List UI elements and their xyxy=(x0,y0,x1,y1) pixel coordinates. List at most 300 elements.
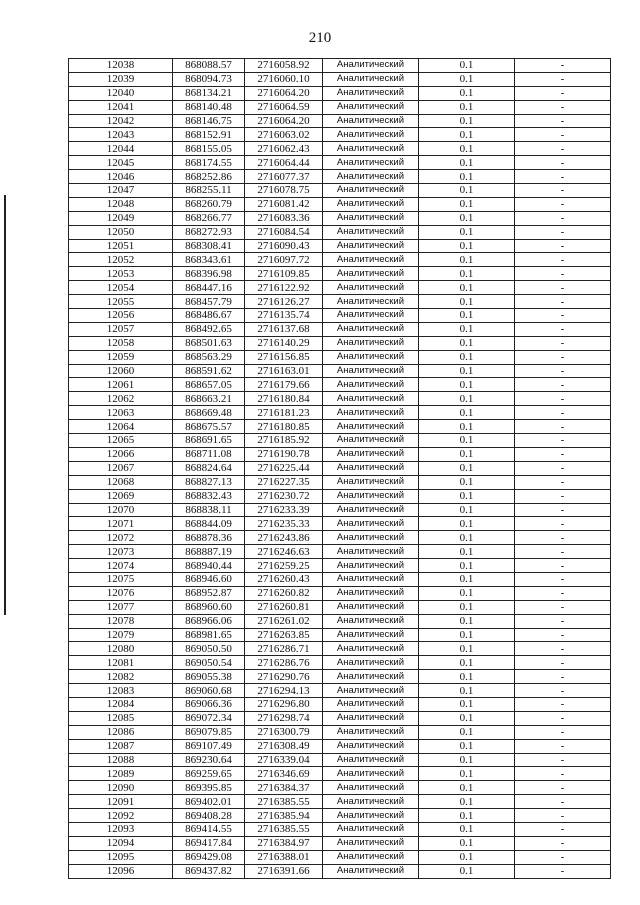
y-coordinate-cell: 2716235.33 xyxy=(245,517,323,531)
y-coordinate-cell: 2716385.94 xyxy=(245,809,323,823)
table-row xyxy=(69,142,611,156)
x-coordinate-cell: 868272.93 xyxy=(173,225,245,239)
y-coordinate-cell: 2716180.85 xyxy=(245,420,323,434)
x-coordinate-cell: 868255.11 xyxy=(173,184,245,198)
method-cell: Аналитический xyxy=(323,100,419,114)
x-coordinate-cell: 868981.65 xyxy=(173,628,245,642)
method-cell: Аналитический xyxy=(323,781,419,795)
table-row xyxy=(69,767,611,781)
accuracy-cell: 0.1 xyxy=(419,503,515,517)
y-coordinate-cell: 2716078.75 xyxy=(245,184,323,198)
point-number-cell: 12054 xyxy=(69,281,173,295)
x-coordinate-cell: 869072.34 xyxy=(173,711,245,725)
accuracy-cell: 0.1 xyxy=(419,447,515,461)
y-coordinate-cell: 2716156.85 xyxy=(245,350,323,364)
point-number-cell: 12069 xyxy=(69,489,173,503)
x-coordinate-cell: 868669.48 xyxy=(173,406,245,420)
x-coordinate-cell: 868844.09 xyxy=(173,517,245,531)
accuracy-cell: 0.1 xyxy=(419,614,515,628)
x-coordinate-cell: 868563.29 xyxy=(173,350,245,364)
coordinates-table-body xyxy=(69,59,611,879)
table-row xyxy=(69,836,611,850)
point-number-cell: 12070 xyxy=(69,503,173,517)
y-coordinate-cell: 2716246.63 xyxy=(245,545,323,559)
table-row xyxy=(69,86,611,100)
y-coordinate-cell: 2716097.72 xyxy=(245,253,323,267)
y-coordinate-cell: 2716190.78 xyxy=(245,447,323,461)
accuracy-cell: 0.1 xyxy=(419,600,515,614)
table-row xyxy=(69,864,611,878)
accuracy-cell: 0.1 xyxy=(419,86,515,100)
table-row xyxy=(69,281,611,295)
point-number-cell: 12082 xyxy=(69,670,173,684)
y-coordinate-cell: 2716384.97 xyxy=(245,836,323,850)
margin-binding-line xyxy=(4,195,6,615)
note-cell: - xyxy=(515,600,611,614)
method-cell: Аналитический xyxy=(323,753,419,767)
y-coordinate-cell: 2716084.54 xyxy=(245,225,323,239)
method-cell: Аналитический xyxy=(323,864,419,878)
method-cell: Аналитический xyxy=(323,503,419,517)
table-row xyxy=(69,628,611,642)
accuracy-cell: 0.1 xyxy=(419,711,515,725)
note-cell: - xyxy=(515,336,611,350)
accuracy-cell: 0.1 xyxy=(419,545,515,559)
coordinates-table xyxy=(68,58,611,879)
method-cell: Аналитический xyxy=(323,628,419,642)
note-cell: - xyxy=(515,420,611,434)
note-cell: - xyxy=(515,697,611,711)
x-coordinate-cell: 868492.65 xyxy=(173,322,245,336)
method-cell: Аналитический xyxy=(323,559,419,573)
table-row xyxy=(69,586,611,600)
x-coordinate-cell: 868447.16 xyxy=(173,281,245,295)
note-cell: - xyxy=(515,295,611,309)
method-cell: Аналитический xyxy=(323,447,419,461)
x-coordinate-cell: 868838.11 xyxy=(173,503,245,517)
point-number-cell: 12061 xyxy=(69,378,173,392)
x-coordinate-cell: 868140.48 xyxy=(173,100,245,114)
note-cell: - xyxy=(515,184,611,198)
accuracy-cell: 0.1 xyxy=(419,225,515,239)
accuracy-cell: 0.1 xyxy=(419,211,515,225)
accuracy-cell: 0.1 xyxy=(419,406,515,420)
table-row xyxy=(69,684,611,698)
accuracy-cell: 0.1 xyxy=(419,100,515,114)
table-row xyxy=(69,211,611,225)
method-cell: Аналитический xyxy=(323,156,419,170)
point-number-cell: 12078 xyxy=(69,614,173,628)
point-number-cell: 12057 xyxy=(69,322,173,336)
note-cell: - xyxy=(515,656,611,670)
point-number-cell: 12040 xyxy=(69,86,173,100)
y-coordinate-cell: 2716163.01 xyxy=(245,364,323,378)
point-number-cell: 12049 xyxy=(69,211,173,225)
accuracy-cell: 0.1 xyxy=(419,725,515,739)
method-cell: Аналитический xyxy=(323,545,419,559)
method-cell: Аналитический xyxy=(323,142,419,156)
method-cell: Аналитический xyxy=(323,836,419,850)
x-coordinate-cell: 868691.65 xyxy=(173,434,245,448)
accuracy-cell: 0.1 xyxy=(419,364,515,378)
point-number-cell: 12077 xyxy=(69,600,173,614)
accuracy-cell: 0.1 xyxy=(419,295,515,309)
note-cell: - xyxy=(515,253,611,267)
table-row xyxy=(69,309,611,323)
accuracy-cell: 0.1 xyxy=(419,281,515,295)
accuracy-cell: 0.1 xyxy=(419,322,515,336)
accuracy-cell: 0.1 xyxy=(419,170,515,184)
y-coordinate-cell: 2716064.59 xyxy=(245,100,323,114)
table-row xyxy=(69,809,611,823)
table-row xyxy=(69,517,611,531)
note-cell: - xyxy=(515,86,611,100)
point-number-cell: 12046 xyxy=(69,170,173,184)
method-cell: Аналитический xyxy=(323,642,419,656)
table-row xyxy=(69,531,611,545)
point-number-cell: 12093 xyxy=(69,822,173,836)
point-number-cell: 12062 xyxy=(69,392,173,406)
accuracy-cell: 0.1 xyxy=(419,114,515,128)
y-coordinate-cell: 2716294.13 xyxy=(245,684,323,698)
accuracy-cell: 0.1 xyxy=(419,809,515,823)
note-cell: - xyxy=(515,795,611,809)
note-cell: - xyxy=(515,447,611,461)
table-row xyxy=(69,253,611,267)
note-cell: - xyxy=(515,197,611,211)
table-row xyxy=(69,184,611,198)
method-cell: Аналитический xyxy=(323,822,419,836)
x-coordinate-cell: 868308.41 xyxy=(173,239,245,253)
y-coordinate-cell: 2716260.81 xyxy=(245,600,323,614)
y-coordinate-cell: 2716290.76 xyxy=(245,670,323,684)
point-number-cell: 12051 xyxy=(69,239,173,253)
accuracy-cell: 0.1 xyxy=(419,142,515,156)
method-cell: Аналитический xyxy=(323,531,419,545)
y-coordinate-cell: 2716346.69 xyxy=(245,767,323,781)
note-cell: - xyxy=(515,517,611,531)
table-row xyxy=(69,725,611,739)
x-coordinate-cell: 868966.06 xyxy=(173,614,245,628)
accuracy-cell: 0.1 xyxy=(419,864,515,878)
note-cell: - xyxy=(515,642,611,656)
x-coordinate-cell: 868946.60 xyxy=(173,572,245,586)
accuracy-cell: 0.1 xyxy=(419,670,515,684)
method-cell: Аналитический xyxy=(323,392,419,406)
note-cell: - xyxy=(515,670,611,684)
y-coordinate-cell: 2716180.84 xyxy=(245,392,323,406)
note-cell: - xyxy=(515,72,611,86)
y-coordinate-cell: 2716137.68 xyxy=(245,322,323,336)
x-coordinate-cell: 869050.50 xyxy=(173,642,245,656)
x-coordinate-cell: 869055.38 xyxy=(173,670,245,684)
y-coordinate-cell: 2716140.29 xyxy=(245,336,323,350)
note-cell: - xyxy=(515,225,611,239)
note-cell: - xyxy=(515,781,611,795)
accuracy-cell: 0.1 xyxy=(419,642,515,656)
method-cell: Аналитический xyxy=(323,267,419,281)
method-cell: Аналитический xyxy=(323,461,419,475)
table-row xyxy=(69,781,611,795)
point-number-cell: 12067 xyxy=(69,461,173,475)
y-coordinate-cell: 2716298.74 xyxy=(245,711,323,725)
accuracy-cell: 0.1 xyxy=(419,309,515,323)
method-cell: Аналитический xyxy=(323,850,419,864)
note-cell: - xyxy=(515,322,611,336)
table-row xyxy=(69,697,611,711)
y-coordinate-cell: 2716063.02 xyxy=(245,128,323,142)
note-cell: - xyxy=(515,239,611,253)
point-number-cell: 12043 xyxy=(69,128,173,142)
method-cell: Аналитический xyxy=(323,656,419,670)
x-coordinate-cell: 869408.28 xyxy=(173,809,245,823)
point-number-cell: 12068 xyxy=(69,475,173,489)
note-cell: - xyxy=(515,684,611,698)
x-coordinate-cell: 868501.63 xyxy=(173,336,245,350)
note-cell: - xyxy=(515,128,611,142)
accuracy-cell: 0.1 xyxy=(419,656,515,670)
table-row xyxy=(69,822,611,836)
y-coordinate-cell: 2716181.23 xyxy=(245,406,323,420)
point-number-cell: 12085 xyxy=(69,711,173,725)
y-coordinate-cell: 2716286.71 xyxy=(245,642,323,656)
method-cell: Аналитический xyxy=(323,489,419,503)
y-coordinate-cell: 2716077.37 xyxy=(245,170,323,184)
table-row xyxy=(69,100,611,114)
x-coordinate-cell: 869395.85 xyxy=(173,781,245,795)
table-row xyxy=(69,447,611,461)
accuracy-cell: 0.1 xyxy=(419,336,515,350)
x-coordinate-cell: 868832.43 xyxy=(173,489,245,503)
note-cell: - xyxy=(515,559,611,573)
y-coordinate-cell: 2716384.37 xyxy=(245,781,323,795)
y-coordinate-cell: 2716179.66 xyxy=(245,378,323,392)
note-cell: - xyxy=(515,156,611,170)
note-cell: - xyxy=(515,628,611,642)
table-row xyxy=(69,392,611,406)
accuracy-cell: 0.1 xyxy=(419,378,515,392)
note-cell: - xyxy=(515,503,611,517)
x-coordinate-cell: 868252.86 xyxy=(173,170,245,184)
point-number-cell: 12088 xyxy=(69,753,173,767)
method-cell: Аналитический xyxy=(323,253,419,267)
table-row xyxy=(69,572,611,586)
accuracy-cell: 0.1 xyxy=(419,739,515,753)
x-coordinate-cell: 868657.05 xyxy=(173,378,245,392)
accuracy-cell: 0.1 xyxy=(419,461,515,475)
table-row xyxy=(69,59,611,73)
table-row xyxy=(69,850,611,864)
table-row xyxy=(69,670,611,684)
note-cell: - xyxy=(515,572,611,586)
point-number-cell: 12065 xyxy=(69,434,173,448)
x-coordinate-cell: 868663.21 xyxy=(173,392,245,406)
x-coordinate-cell: 869437.82 xyxy=(173,864,245,878)
accuracy-cell: 0.1 xyxy=(419,239,515,253)
point-number-cell: 12091 xyxy=(69,795,173,809)
table-row xyxy=(69,225,611,239)
method-cell: Аналитический xyxy=(323,406,419,420)
table-row xyxy=(69,267,611,281)
table-row xyxy=(69,559,611,573)
x-coordinate-cell: 868343.61 xyxy=(173,253,245,267)
y-coordinate-cell: 2716225.44 xyxy=(245,461,323,475)
x-coordinate-cell: 868134.21 xyxy=(173,86,245,100)
accuracy-cell: 0.1 xyxy=(419,795,515,809)
x-coordinate-cell: 868094.73 xyxy=(173,72,245,86)
accuracy-cell: 0.1 xyxy=(419,822,515,836)
point-number-cell: 12084 xyxy=(69,697,173,711)
table-row xyxy=(69,114,611,128)
y-coordinate-cell: 2716243.86 xyxy=(245,531,323,545)
table-row xyxy=(69,461,611,475)
x-coordinate-cell: 868155.05 xyxy=(173,142,245,156)
y-coordinate-cell: 2716259.25 xyxy=(245,559,323,573)
y-coordinate-cell: 2716233.39 xyxy=(245,503,323,517)
x-coordinate-cell: 868711.08 xyxy=(173,447,245,461)
y-coordinate-cell: 2716263.85 xyxy=(245,628,323,642)
x-coordinate-cell: 868152.91 xyxy=(173,128,245,142)
y-coordinate-cell: 2716109.85 xyxy=(245,267,323,281)
note-cell: - xyxy=(515,739,611,753)
accuracy-cell: 0.1 xyxy=(419,420,515,434)
point-number-cell: 12073 xyxy=(69,545,173,559)
table-row xyxy=(69,170,611,184)
accuracy-cell: 0.1 xyxy=(419,267,515,281)
y-coordinate-cell: 2716385.55 xyxy=(245,822,323,836)
note-cell: - xyxy=(515,170,611,184)
method-cell: Аналитический xyxy=(323,184,419,198)
method-cell: Аналитический xyxy=(323,697,419,711)
method-cell: Аналитический xyxy=(323,72,419,86)
x-coordinate-cell: 868952.87 xyxy=(173,586,245,600)
point-number-cell: 12041 xyxy=(69,100,173,114)
note-cell: - xyxy=(515,767,611,781)
note-cell: - xyxy=(515,836,611,850)
method-cell: Аналитический xyxy=(323,586,419,600)
accuracy-cell: 0.1 xyxy=(419,489,515,503)
table-row xyxy=(69,420,611,434)
y-coordinate-cell: 2716308.49 xyxy=(245,739,323,753)
y-coordinate-cell: 2716391.66 xyxy=(245,864,323,878)
point-number-cell: 12047 xyxy=(69,184,173,198)
table-row xyxy=(69,72,611,86)
point-number-cell: 12092 xyxy=(69,809,173,823)
point-number-cell: 12083 xyxy=(69,684,173,698)
y-coordinate-cell: 2716227.35 xyxy=(245,475,323,489)
point-number-cell: 12053 xyxy=(69,267,173,281)
note-cell: - xyxy=(515,850,611,864)
table-row xyxy=(69,600,611,614)
method-cell: Аналитический xyxy=(323,725,419,739)
x-coordinate-cell: 868088.57 xyxy=(173,59,245,73)
y-coordinate-cell: 2716388.01 xyxy=(245,850,323,864)
method-cell: Аналитический xyxy=(323,739,419,753)
y-coordinate-cell: 2716260.82 xyxy=(245,586,323,600)
y-coordinate-cell: 2716286.76 xyxy=(245,656,323,670)
point-number-cell: 12071 xyxy=(69,517,173,531)
accuracy-cell: 0.1 xyxy=(419,684,515,698)
table-row xyxy=(69,489,611,503)
table-row xyxy=(69,295,611,309)
table-row xyxy=(69,350,611,364)
x-coordinate-cell: 868960.60 xyxy=(173,600,245,614)
accuracy-cell: 0.1 xyxy=(419,128,515,142)
accuracy-cell: 0.1 xyxy=(419,836,515,850)
note-cell: - xyxy=(515,614,611,628)
method-cell: Аналитический xyxy=(323,420,419,434)
x-coordinate-cell: 869107.49 xyxy=(173,739,245,753)
table-row xyxy=(69,406,611,420)
accuracy-cell: 0.1 xyxy=(419,253,515,267)
x-coordinate-cell: 868878.36 xyxy=(173,531,245,545)
point-number-cell: 12094 xyxy=(69,836,173,850)
table-row xyxy=(69,642,611,656)
point-number-cell: 12059 xyxy=(69,350,173,364)
x-coordinate-cell: 868174.55 xyxy=(173,156,245,170)
note-cell: - xyxy=(515,211,611,225)
note-cell: - xyxy=(515,142,611,156)
accuracy-cell: 0.1 xyxy=(419,697,515,711)
point-number-cell: 12087 xyxy=(69,739,173,753)
y-coordinate-cell: 2716058.92 xyxy=(245,59,323,73)
y-coordinate-cell: 2716060.10 xyxy=(245,72,323,86)
x-coordinate-cell: 869079.85 xyxy=(173,725,245,739)
table-row xyxy=(69,364,611,378)
method-cell: Аналитический xyxy=(323,711,419,725)
point-number-cell: 12063 xyxy=(69,406,173,420)
point-number-cell: 12080 xyxy=(69,642,173,656)
point-number-cell: 12052 xyxy=(69,253,173,267)
accuracy-cell: 0.1 xyxy=(419,350,515,364)
x-coordinate-cell: 869066.36 xyxy=(173,697,245,711)
accuracy-cell: 0.1 xyxy=(419,72,515,86)
accuracy-cell: 0.1 xyxy=(419,572,515,586)
table-row xyxy=(69,795,611,809)
y-coordinate-cell: 2716260.43 xyxy=(245,572,323,586)
note-cell: - xyxy=(515,475,611,489)
point-number-cell: 12090 xyxy=(69,781,173,795)
point-number-cell: 12045 xyxy=(69,156,173,170)
method-cell: Аналитический xyxy=(323,336,419,350)
method-cell: Аналитический xyxy=(323,197,419,211)
point-number-cell: 12058 xyxy=(69,336,173,350)
y-coordinate-cell: 2716122.92 xyxy=(245,281,323,295)
x-coordinate-cell: 869417.84 xyxy=(173,836,245,850)
note-cell: - xyxy=(515,864,611,878)
note-cell: - xyxy=(515,114,611,128)
y-coordinate-cell: 2716339.04 xyxy=(245,753,323,767)
point-number-cell: 12072 xyxy=(69,531,173,545)
table-row xyxy=(69,475,611,489)
point-number-cell: 12064 xyxy=(69,420,173,434)
method-cell: Аналитический xyxy=(323,614,419,628)
y-coordinate-cell: 2716126.27 xyxy=(245,295,323,309)
x-coordinate-cell: 868486.67 xyxy=(173,309,245,323)
point-number-cell: 12056 xyxy=(69,309,173,323)
x-coordinate-cell: 869414.55 xyxy=(173,822,245,836)
x-coordinate-cell: 868675.57 xyxy=(173,420,245,434)
note-cell: - xyxy=(515,809,611,823)
x-coordinate-cell: 869429.08 xyxy=(173,850,245,864)
point-number-cell: 12076 xyxy=(69,586,173,600)
accuracy-cell: 0.1 xyxy=(419,392,515,406)
x-coordinate-cell: 868824.64 xyxy=(173,461,245,475)
accuracy-cell: 0.1 xyxy=(419,850,515,864)
accuracy-cell: 0.1 xyxy=(419,767,515,781)
y-coordinate-cell: 2716385.55 xyxy=(245,795,323,809)
table-row xyxy=(69,322,611,336)
